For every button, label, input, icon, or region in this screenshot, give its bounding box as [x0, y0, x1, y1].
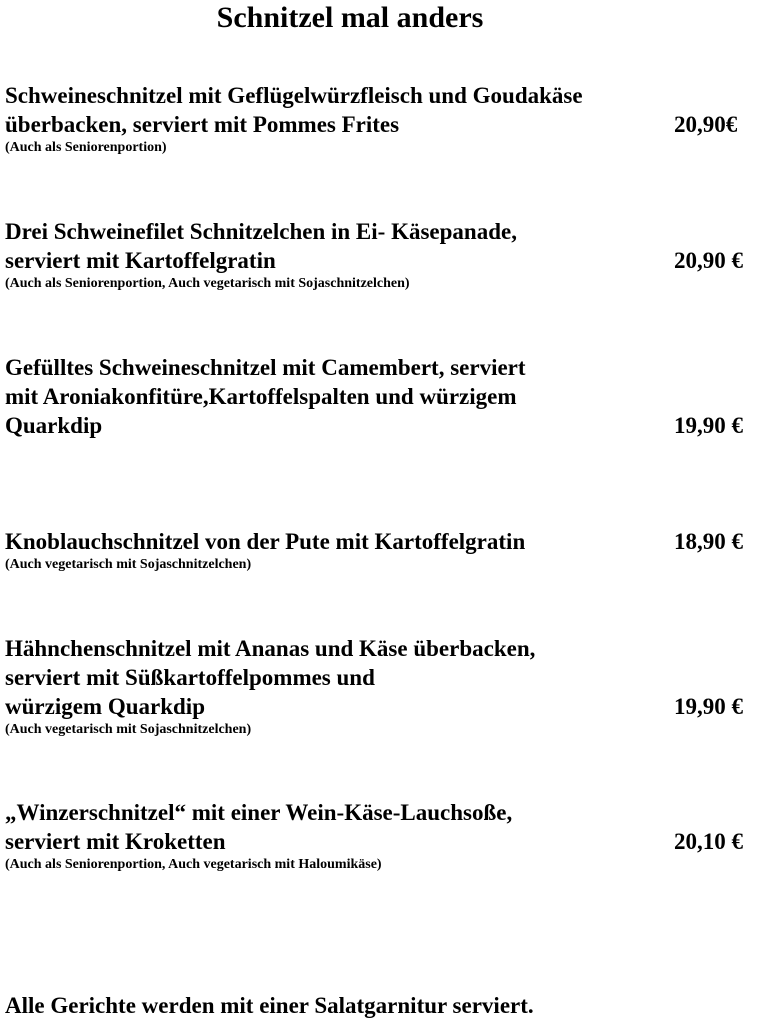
dish-note: (Auch vegetarisch mit Sojaschnitzelchen) — [5, 722, 252, 737]
dish-price: 19,90 € — [674, 694, 743, 719]
dish-description-line: Schweineschnitzel mit Geflügelwürzfleisch und Goudakäse — [5, 83, 583, 108]
dish-description-line: Quarkdip — [5, 413, 103, 438]
menu-title: Schnitzel mal anders — [216, 1, 484, 34]
dish-description-line: serviert mit Kartoffelgratin — [5, 248, 276, 273]
dish-description-line: serviert mit Süßkartoffelpommes und — [5, 665, 375, 690]
dish-price: 18,90 € — [674, 529, 743, 554]
dish-price: 20,90€ — [674, 112, 738, 137]
dish-description-line: Knoblauchschnitzel von der Pute mit Kartoffelgratin — [5, 529, 526, 554]
dish-description-line: Drei Schweinefilet Schnitzelchen in Ei- Käsepanade, — [5, 219, 517, 244]
dish-price: 19,90 € — [674, 413, 743, 438]
dish-description-line: mit Aroniakonfitüre,Kartoffelspalten und würzigem — [5, 384, 517, 409]
dish-description-line: Gefülltes Schweineschnitzel mit Camembert, serviert — [5, 355, 526, 380]
dish-description-line: Hähnchenschnitzel mit Ananas und Käse überbacken, — [5, 636, 536, 661]
dish-note: (Auch als Seniorenportion) — [5, 140, 167, 155]
dish-description-line: serviert mit Kroketten — [5, 829, 226, 854]
menu-item — [5, 353, 760, 440]
dish-note: (Auch als Seniorenportion, Auch vegetarisch mit Sojaschnitzelchen) — [5, 276, 410, 291]
dish-description-line: würzigem Quarkdip — [5, 694, 205, 719]
dish-note: (Auch vegetarisch mit Sojaschnitzelchen) — [5, 557, 252, 572]
menu-footer-note: Alle Gerichte werden mit einer Salatgarnitur serviert. — [5, 993, 534, 1018]
dish-price: 20,10 € — [674, 829, 743, 854]
menu-item — [5, 81, 760, 157]
dish-description-line: überbacken, serviert mit Pommes Frites — [5, 112, 400, 137]
menu-item — [5, 798, 760, 874]
dish-price: 20,90 € — [674, 248, 743, 273]
menu-item — [5, 217, 760, 293]
dish-description-line: „Winzerschnitzel“ mit einer Wein-Käse-Lauchsoße, — [5, 800, 513, 825]
menu-item — [5, 634, 760, 739]
dish-note: (Auch als Seniorenportion, Auch vegetarisch mit Haloumikäse) — [5, 857, 382, 872]
menu-item — [5, 527, 760, 574]
